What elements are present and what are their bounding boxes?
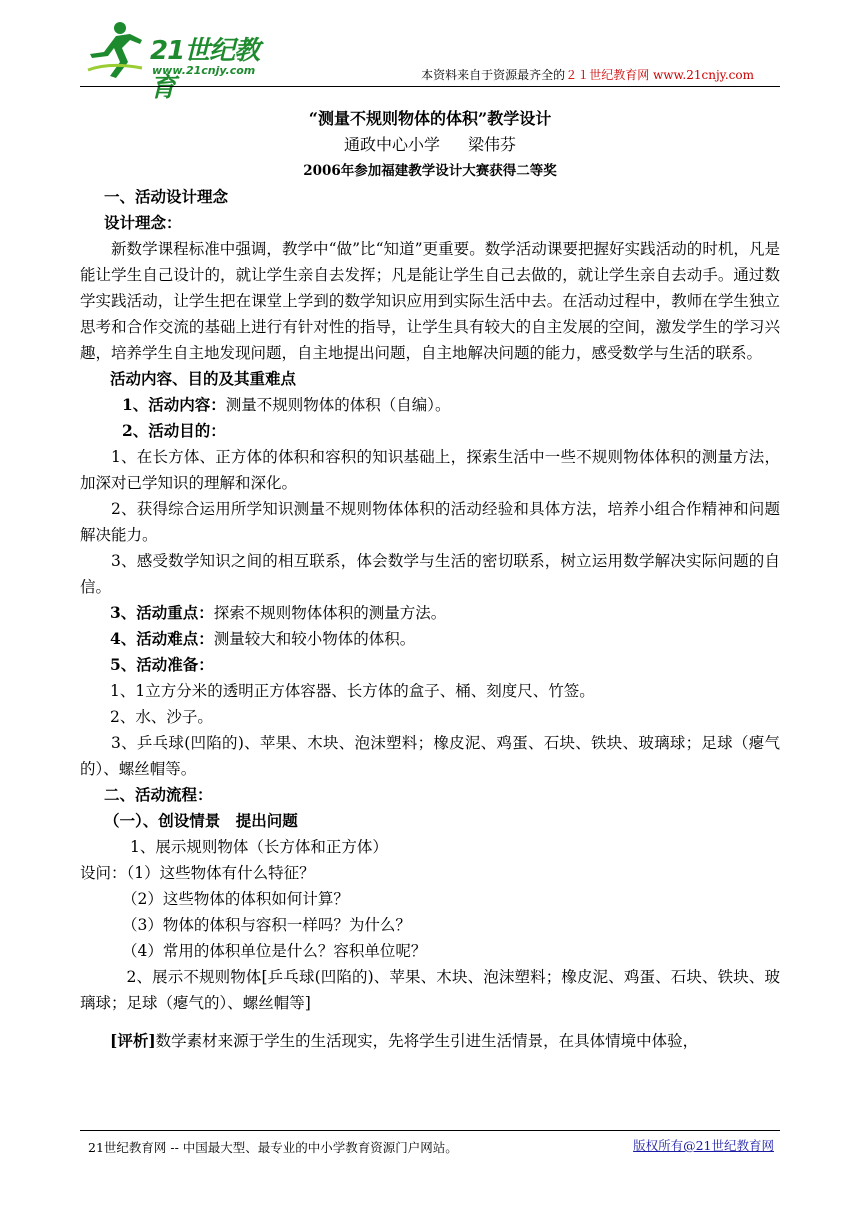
comment-paragraph (80, 1028, 780, 1054)
goal-item-2: 2、获得综合运用所学知识测量不规则物体体积的活动经验和具体方法，培养小组合作精神和问题解决能力。 (80, 500, 780, 544)
runner-icon (80, 18, 150, 82)
section-heading-1: 一、活动设计理念 (104, 187, 229, 206)
hard-value: 测量较大和较小物体的体积。 (213, 630, 416, 648)
footer-text: 21世纪教育网 -- 中国最大型、最专业的中小学教育资源门户网站。 (88, 1140, 458, 1155)
goal-label: 2、活动目的： (122, 421, 226, 440)
header-brand-link[interactable]: ２１世纪教育网 (565, 68, 650, 82)
activity-key (80, 600, 780, 626)
doc-title: “测量不规则物体的体积”教学设计 (308, 109, 552, 128)
header-note (421, 66, 754, 83)
logo-url: www.21cnjy.com (152, 64, 256, 77)
key-label: 3、活动重点： (110, 603, 214, 622)
doc-school: 通政中心小学 (343, 135, 440, 154)
content-heading: 活动内容、目的及其重难点 (110, 369, 297, 388)
goal-item-1: 1、在长方体、正方体的体积和容积的知识基础上，探索生活中一些不规则物体体积的测量方法，加深对已学知识的理解和深化。 (80, 448, 780, 492)
prep-item-2: 2、水、沙子。 (110, 708, 213, 726)
step-heading-1: （一）、创设情景 提出问题 (104, 811, 298, 830)
show-irregular: 2、展示不规则物体[乒乓球(凹陷的)、苹果、木块、泡沫塑料；橡皮泥、鸡蛋、石块、铁块、玻璃球；足球（瘪气的）、螺丝帽等] (80, 968, 780, 1012)
question-4: （4）常用的体积单位是什么？容积单位呢？ (122, 942, 427, 960)
document-body (80, 106, 780, 1054)
paragraph-gap (80, 1016, 780, 1028)
comment-text: 数学素材来源于学生的生活现实，先将学生引进生活情景，在具体情境中体验， (155, 1032, 699, 1050)
header-note-prefix: 本资料来自于资源最齐全的 (421, 68, 566, 82)
key-value: 探索不规则物体体积的测量方法。 (213, 604, 447, 622)
activity-difficulty (80, 626, 780, 652)
header-divider (80, 86, 780, 87)
section-heading-2: 二、活动流程： (104, 785, 213, 804)
footer-divider (80, 1130, 780, 1131)
comment-label: [评析] (110, 1031, 156, 1050)
idea-paragraph: 新数学课程标准中强调，教学中“做”比“知道”更重要。数学活动课要把握好实践活动的时机，凡是能让学生自己设计的，就让学生亲自去发挥；凡是能让学生自己去做的，就让学生亲自去动手。通过数学实践活动，让学生把在课堂上学到的数学知识应用到实际生活中去。在活动过程中，教师在学生独立思考和合作交流的基础上进行有针对性的指导，让学生具有较大的自主发展的空间，激发学生的学习兴趣，培养学生自主地发现问题，自主地提出问题，自主地解决问题的能力，感受数学与生活的联系。 (80, 240, 780, 362)
doc-award: 2006年参加福建教学设计大赛获得二等奖 (303, 163, 557, 179)
activity-content (80, 392, 780, 418)
site-logo[interactable] (80, 18, 280, 103)
footer-copyright-link[interactable]: 版权所有@21世纪教育网 (633, 1138, 774, 1153)
header-site-link[interactable]: www.21cnjy.com (649, 68, 754, 82)
hard-label: 4、活动难点： (110, 629, 214, 648)
prep-item-1: 1、1立方分米的透明正方体容器、长方体的盒子、桶、刻度尺、竹签。 (110, 682, 595, 700)
doc-author: 梁伟芬 (468, 135, 517, 154)
question-3: （3）物体的体积与容积一样吗？为什么？ (122, 916, 411, 934)
goal-item-3: 3、感受数学知识之间的相互联系，体会数学与生活的密切联系，树立运用数学解决实际问题的自信。 (80, 552, 780, 596)
doc-author-line (80, 132, 780, 158)
question-1-text: （1）这些物体有什么特征？ (126, 864, 315, 882)
question-1 (80, 860, 780, 886)
logo-text: 21世纪教育 (150, 36, 260, 103)
show-regular: 1、展示规则物体（长方体和正方体） (130, 838, 388, 856)
idea-label: 设计理念： (104, 213, 182, 232)
question-prefix: 设问： (80, 864, 127, 882)
activity-content-label: 1、活动内容： (122, 395, 226, 414)
prep-item-3: 3、乒乓球(凹陷的)、苹果、木块、泡沫塑料；橡皮泥、鸡蛋、石块、铁块、玻璃球；足球（瘪气的）、螺丝帽等。 (80, 734, 780, 778)
prep-label: 5、活动准备： (110, 655, 214, 674)
question-2: （2）这些物体的体积如何计算？ (122, 890, 349, 908)
activity-content-value: 测量不规则物体的体积（自编）。 (225, 396, 451, 414)
page-header (80, 14, 780, 103)
